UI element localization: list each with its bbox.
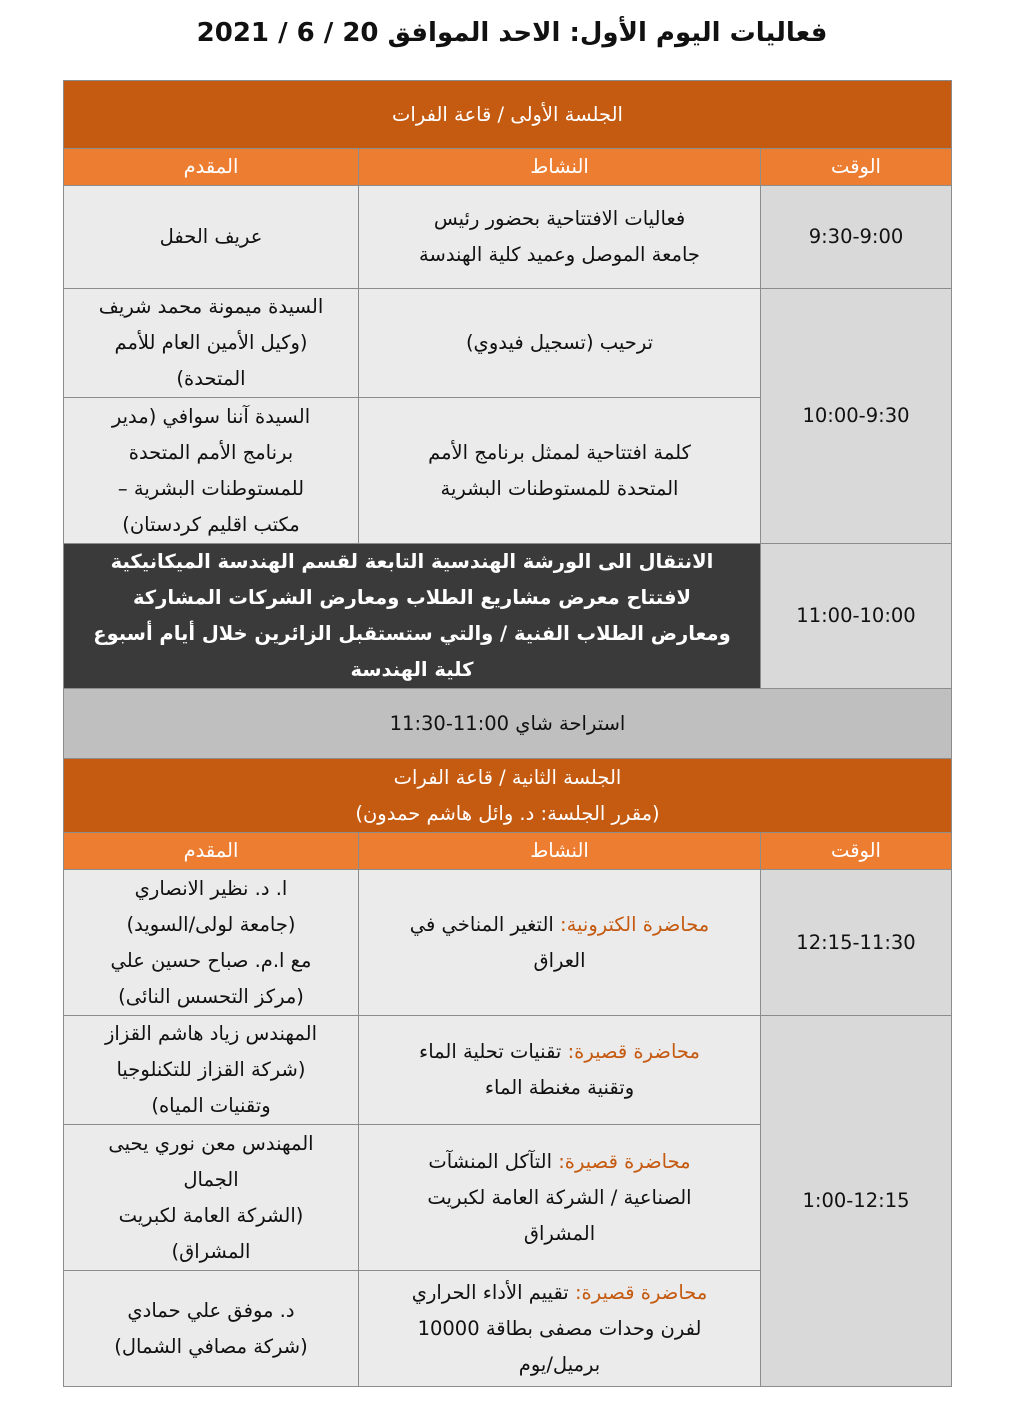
presenter-cell: السيدة ميمونة محمد شريف (وكيل الأمين العام للأمم المتحدة) (64, 289, 359, 398)
table-row (64, 1016, 952, 1125)
col-header-activity: النشاط (359, 149, 761, 186)
time-cell: 9:30-9:00 (761, 186, 952, 289)
session2-title: الجلسة الثانية / قاعة الفرات (393, 765, 622, 789)
col-header-presenter: المقدم (64, 833, 359, 870)
table-row (64, 870, 952, 1016)
activity-cell: محاضرة قصيرة: تقييم الأداء الحراري لفرن وحدات مصفى بطاقة 10000 برميل/يوم (359, 1271, 761, 1387)
activity-cell: محاضرة قصيرة: تقنيات تحلية الماء وتقنية مغنطة الماء (359, 1016, 761, 1125)
presenter-cell: المهندس زياد هاشم القزاز (شركة القزاز للتكنلوجيا وتقنيات المياه) (64, 1016, 359, 1125)
col-header-activity: النشاط (359, 833, 761, 870)
presenter-cell: المهندس معن نوري يحيى الجمال (الشركة العامة لكبريت المشراق) (64, 1125, 359, 1271)
time-cell: 11:00-10:00 (761, 544, 952, 689)
session2-header (64, 759, 952, 833)
lecture-label: محاضرة قصيرة: (558, 1149, 691, 1173)
table-row (64, 544, 952, 689)
presenter-cell: د. موفق علي حمادي (شركة مصافي الشمال) (64, 1271, 359, 1387)
activity-cell: فعاليات الافتتاحية بحضور رئيس جامعة الموصل وعميد كلية الهندسة (359, 186, 761, 289)
page-title: فعاليات اليوم الأول: الاحد الموافق 20 / 6 / 2021 (196, 18, 828, 48)
table-row (64, 289, 952, 398)
presenter-cell: السيدة آننا سوافي (مدير برنامج الأمم المتحدة للمستوطنات البشرية – مكتب اقليم كردستان) (64, 398, 359, 544)
col-header-time: الوقت (761, 149, 952, 186)
schedule-table (63, 80, 952, 1387)
activity-cell: ترحيب (تسجيل فيدوي) (359, 289, 761, 398)
presenter-cell: ا. د. نظير الانصاري (جامعة لولى/السويد) مع ا.م. صباح حسين علي (مركز التحسس النائى) (64, 870, 359, 1016)
lecture-label: محاضرة قصيرة: (567, 1040, 700, 1063)
workshop-transfer-cell: الانتقال الى الورشة الهندسية التابعة لقسم الهندسة الميكانيكية لافتتاح معرض مشاريع الطلاب ومعارض الشركات المشاركة ومعارض الطلاب الفنية / والتي ستستقبل الزائرين خلال أيام أسبوع كلية الهندسة (64, 544, 761, 689)
time-cell: 1:00-12:15 (761, 1016, 952, 1387)
session2-chair: (مقرر الجلسة: د. وائل هاشم حمدون) (355, 801, 660, 825)
col-header-time: الوقت (761, 833, 952, 870)
lecture-label: محاضرة قصيرة: (574, 1280, 708, 1304)
col-header-presenter: المقدم (64, 149, 359, 186)
activity-cell: محاضرة الكترونية: التغير المناخي في العراق (359, 870, 761, 1016)
activity-cell: محاضرة قصيرة: التآكل المنشآت الصناعية / الشركة العامة لكبريت المشراق (359, 1125, 761, 1271)
lecture-label: محاضرة الكترونية: (560, 912, 710, 936)
table-row (64, 186, 952, 289)
tea-break-row: استراحة شاي 11:00-11:30 (64, 689, 952, 759)
session1-title: الجلسة الأولى / قاعة الفرات (64, 81, 952, 149)
activity-cell: كلمة افتتاحية لممثل برنامج الأمم المتحدة للمستوطنات البشرية (359, 398, 761, 544)
presenter-cell: عريف الحفل (64, 186, 359, 289)
time-cell: 10:00-9:30 (761, 289, 952, 544)
time-cell: 12:15-11:30 (761, 870, 952, 1016)
